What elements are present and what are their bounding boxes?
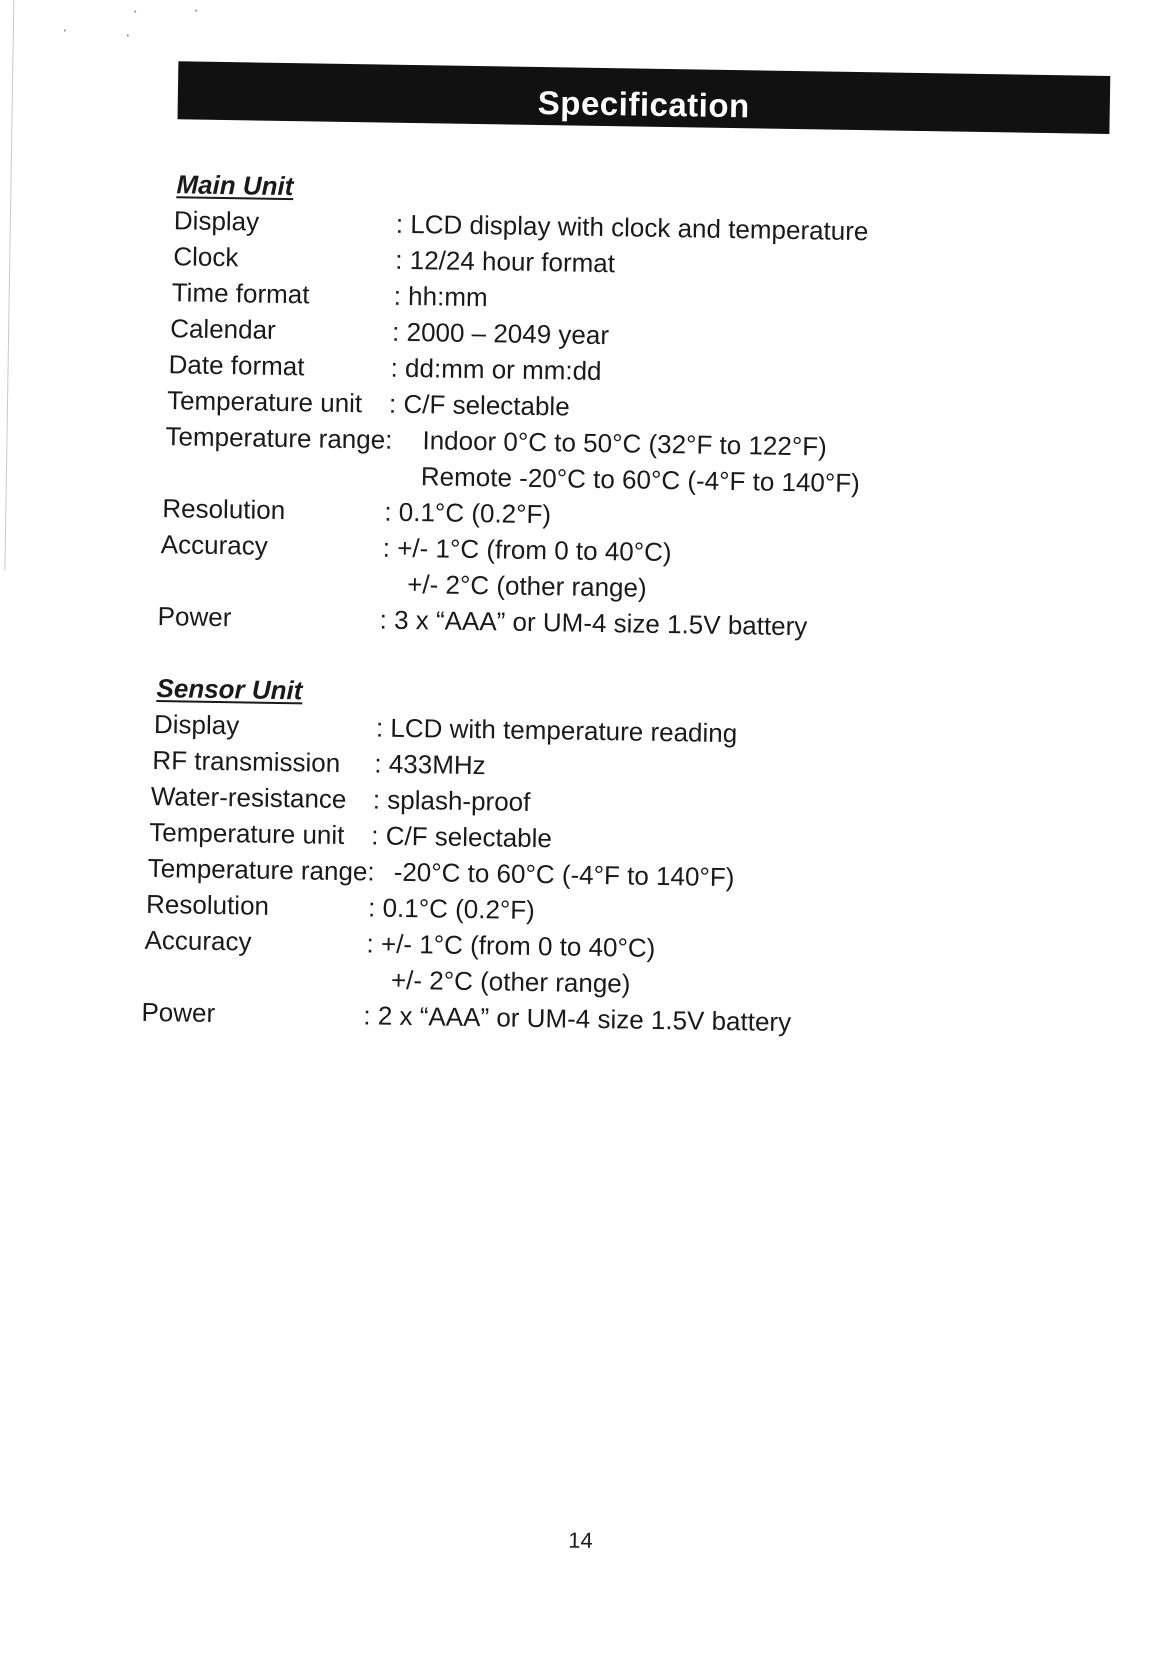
spec-value: : 12/24 hour format — [395, 244, 616, 279]
spec-label: Display — [173, 205, 260, 237]
spec-label: Display — [153, 709, 240, 741]
spec-value: -20°C to 60°C (-4°F to 140°F) — [393, 856, 735, 893]
page-number: 14 — [568, 1527, 593, 1553]
spec-label: Water-resistance — [150, 780, 347, 815]
spec-label: Power — [141, 996, 216, 1029]
spec-value: : 2 x “AAA” or UM-4 size 1.5V battery — [363, 1000, 792, 1038]
spec-value: : C/F selectable — [371, 820, 553, 854]
spec-value: Remote -20°C to 60°C (-4°F to 140°F) — [420, 461, 861, 499]
spec-value: : hh:mm — [393, 280, 488, 313]
spec-label: Resolution — [162, 493, 286, 526]
spec-label: Accuracy — [144, 924, 252, 957]
spec-value: : splash-proof — [372, 784, 531, 817]
sensor-unit-heading: Sensor Unit — [156, 673, 303, 706]
spec-label: Clock — [173, 241, 239, 273]
spec-value: : LCD display with clock and temperature — [395, 208, 869, 247]
scan-speck — [64, 30, 66, 32]
spec-value: +/- 2°C (other range) — [390, 964, 631, 999]
scan-speck — [195, 10, 197, 12]
spec-value: : 0.1°C (0.2°F) — [384, 496, 552, 530]
spec-label: Date format — [168, 349, 305, 382]
scan-speck — [127, 34, 129, 36]
spec-value: : 3 x “AAA” or UM-4 size 1.5V battery — [379, 604, 808, 642]
spec-value: +/- 2°C (other range) — [406, 568, 647, 603]
spec-value: : 2000 – 2049 year — [391, 316, 610, 351]
spec-value: : dd:mm or mm:dd — [390, 352, 602, 386]
spec-label: Accuracy — [160, 529, 268, 561]
page-title: Specification — [537, 83, 751, 125]
spec-label: Temperature unit — [149, 816, 345, 851]
spec-value: : 433MHz — [374, 748, 486, 781]
main-unit-heading: Main Unit — [176, 169, 294, 202]
scan-speck — [134, 11, 136, 13]
title-bar — [177, 61, 1110, 134]
spec-value: : +/- 1°C (from 0 to 40°C) — [366, 928, 656, 963]
spec-label: Calendar — [169, 313, 276, 345]
scan-edge-line — [4, 0, 14, 571]
spec-value: : LCD with temperature reading — [375, 712, 738, 749]
spec-label: Time format — [171, 277, 310, 310]
spec-value: : 0.1°C (0.2°F) — [367, 892, 536, 926]
spec-value: : +/- 1°C (from 0 to 40°C) — [382, 532, 672, 568]
spec-value: : C/F selectable — [388, 388, 570, 422]
spec-label: RF transmission — [152, 744, 341, 778]
spec-label: Power — [157, 601, 232, 633]
spec-label: Resolution — [145, 888, 270, 921]
spec-value: Indoor 0°C to 50°C (32°F to 122°F) — [422, 425, 828, 462]
spec-label: Temperature range: — [147, 852, 375, 887]
spec-label: Temperature unit — [166, 385, 363, 419]
spec-label: Temperature range: — [165, 421, 393, 455]
